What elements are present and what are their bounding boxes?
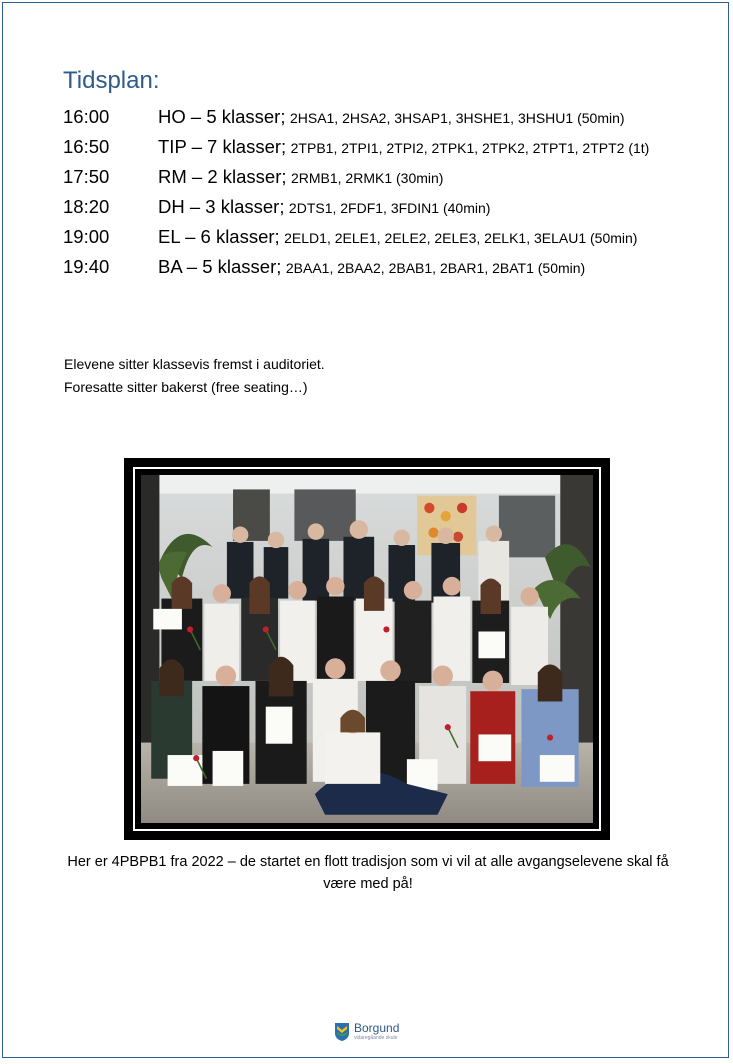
school-logo	[334, 1020, 414, 1046]
document-page	[2, 2, 729, 1058]
schedule-program: DH – 3 klasser;	[158, 196, 285, 217]
schedule-classes: 2BAA1, 2BAA2, 2BAB1, 2BAR1, 2BAT1 (50min)	[285, 260, 586, 276]
schedule-row	[63, 164, 713, 194]
logo-subtitle: vidaregåande skule	[354, 1035, 398, 1041]
schedule-program: HO – 5 klasser;	[158, 106, 286, 127]
caption-line: være med på!	[323, 876, 413, 892]
schedule-program: TIP – 7 klasser;	[158, 136, 287, 157]
seating-note: Foresatte sitter bakerst (free seating…)	[64, 379, 308, 395]
photo-image	[141, 475, 593, 823]
schedule-row	[63, 194, 713, 224]
schedule-list	[63, 104, 713, 284]
schedule-classes: 2DTS1, 2FDF1, 3FDIN1 (40min)	[288, 200, 491, 216]
group-photo	[124, 458, 610, 840]
schedule-row	[63, 134, 713, 164]
schedule-program: BA – 5 klasser;	[158, 256, 282, 277]
schedule-time: 18:20	[63, 196, 110, 217]
schedule-classes: 2HSA1, 2HSA2, 3HSAP1, 3HSHE1, 3HSHU1 (50min)	[289, 110, 625, 126]
schedule-classes: 2TPB1, 2TPI1, 2TPI2, 2TPK1, 2TPK2, 2TPT1, 2TPT2 (1t)	[290, 140, 650, 156]
seating-note: Elevene sitter klassevis fremst i auditoriet.	[64, 356, 325, 372]
schedule-time: 19:40	[63, 256, 110, 277]
schedule-classes: 2RMB1, 2RMK1 (30min)	[290, 170, 444, 186]
schedule-classes: 2ELD1, 2ELE1, 2ELE2, 2ELE3, 2ELK1, 3ELAU1 (50min)	[284, 230, 638, 246]
schedule-row	[63, 224, 713, 254]
schedule-time: 16:50	[63, 136, 110, 157]
photo-caption	[43, 851, 693, 895]
photo-border	[133, 467, 601, 831]
schedule-time: 16:00	[63, 106, 110, 127]
caption-line: Her er 4PBPB1 fra 2022 – de startet en flott tradisjon som vi vil at alle avgangselevene skal få	[67, 854, 669, 870]
logo-name: Borgund	[354, 1021, 400, 1035]
schedule-row	[63, 104, 713, 134]
schedule-row	[63, 254, 713, 284]
schedule-time: 17:50	[63, 166, 110, 187]
crest-icon	[334, 1022, 350, 1042]
schedule-program: RM – 2 klasser;	[158, 166, 287, 187]
schedule-program: EL – 6 klasser;	[158, 226, 280, 247]
schedule-time: 19:00	[63, 226, 110, 247]
page-heading: Tidsplan:	[63, 67, 160, 94]
